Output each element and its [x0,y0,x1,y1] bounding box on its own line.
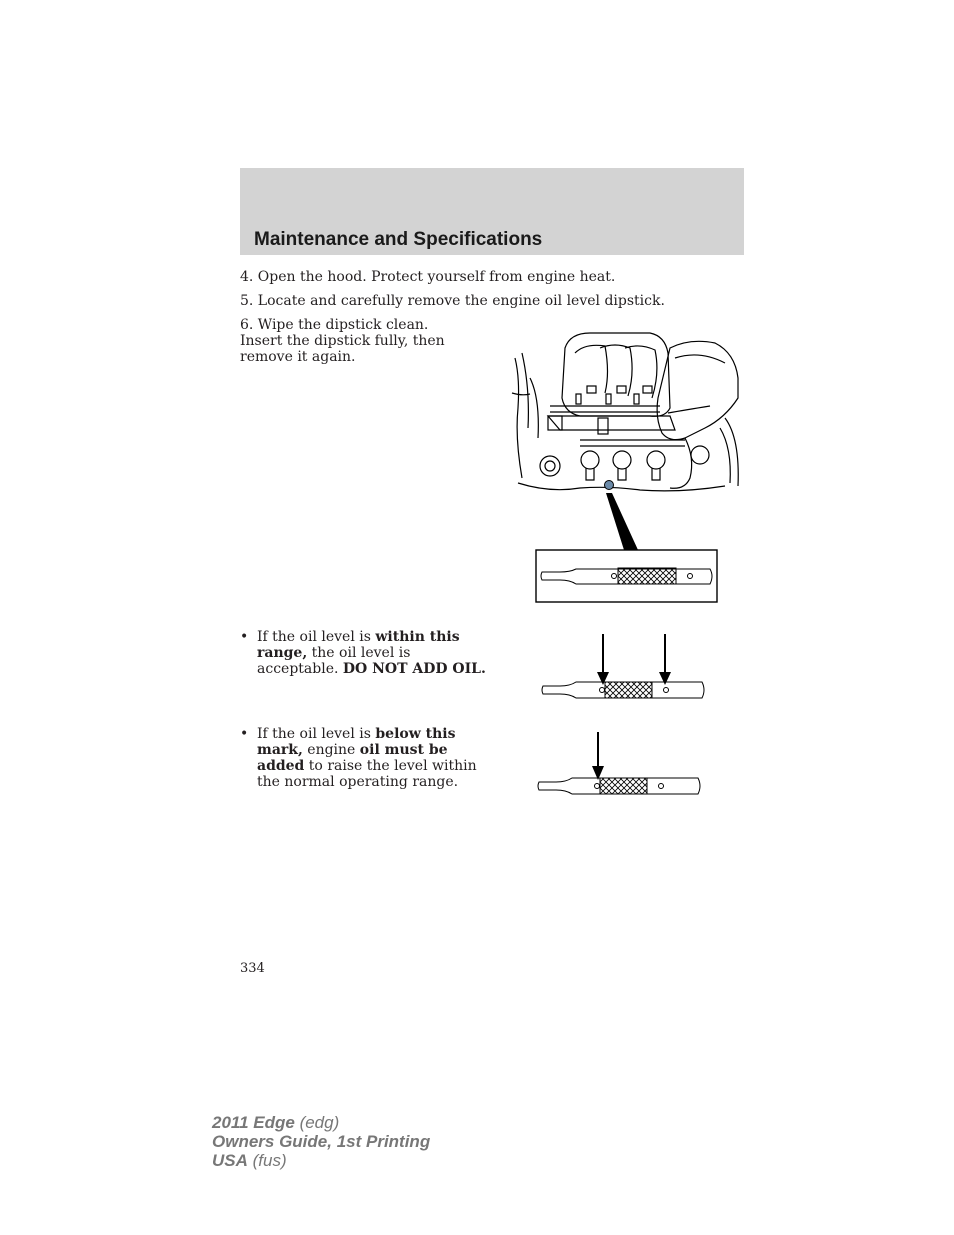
page-number: 334 [240,961,265,976]
bullet-below-post: to raise the level within the normal operating range. [257,758,477,790]
bullet-below-bold-action: oil must be added [257,742,448,774]
footer-guide: Owners Guide, 1st Printing [212,1132,431,1151]
dipstick-range-illustration [538,630,708,702]
step-4: 4. Open the hood. Protect yourself from engine heat. [240,269,616,285]
footer-line-1 [212,1113,430,1132]
bullet-within-bold-warning: DO NOT ADD OIL. [342,661,486,677]
bullet-within-mid: the oil level is acceptable. [257,645,411,677]
engine-dipstick-illustration [510,318,742,606]
section-title: Maintenance and Specifications [254,229,543,250]
bullet-within-range [240,629,495,677]
footer-market: USA [212,1151,248,1170]
bullet-marker: • [240,629,249,645]
step-5: 5. Locate and carefully remove the engine oil level dipstick. [240,293,665,309]
bullet-below-mark [240,726,495,790]
step-6: 6. Wipe the dipstick clean. Insert the dipstick fully, then remove it again. [240,317,445,365]
footer-line-2 [212,1132,430,1151]
bullet-below-pre: If the oil level is [257,726,376,742]
section-header-band [240,168,744,255]
footer-market-code: (fus) [247,1151,287,1170]
footer-model: 2011 Edge [212,1113,295,1132]
bullet-within-pre: If the oil level is [257,629,376,645]
footer-doc-info [212,1113,430,1170]
bullet-below-mid: engine [302,742,360,758]
dipstick-low-mark-illustration [534,728,704,800]
footer-model-code: (edg) [294,1113,340,1132]
bullet-marker: • [240,726,249,742]
bullet-within-bold-range: within this range, [257,629,460,661]
bullet-below-bold-mark: below this mark, [257,726,456,758]
footer-line-3 [212,1151,430,1170]
